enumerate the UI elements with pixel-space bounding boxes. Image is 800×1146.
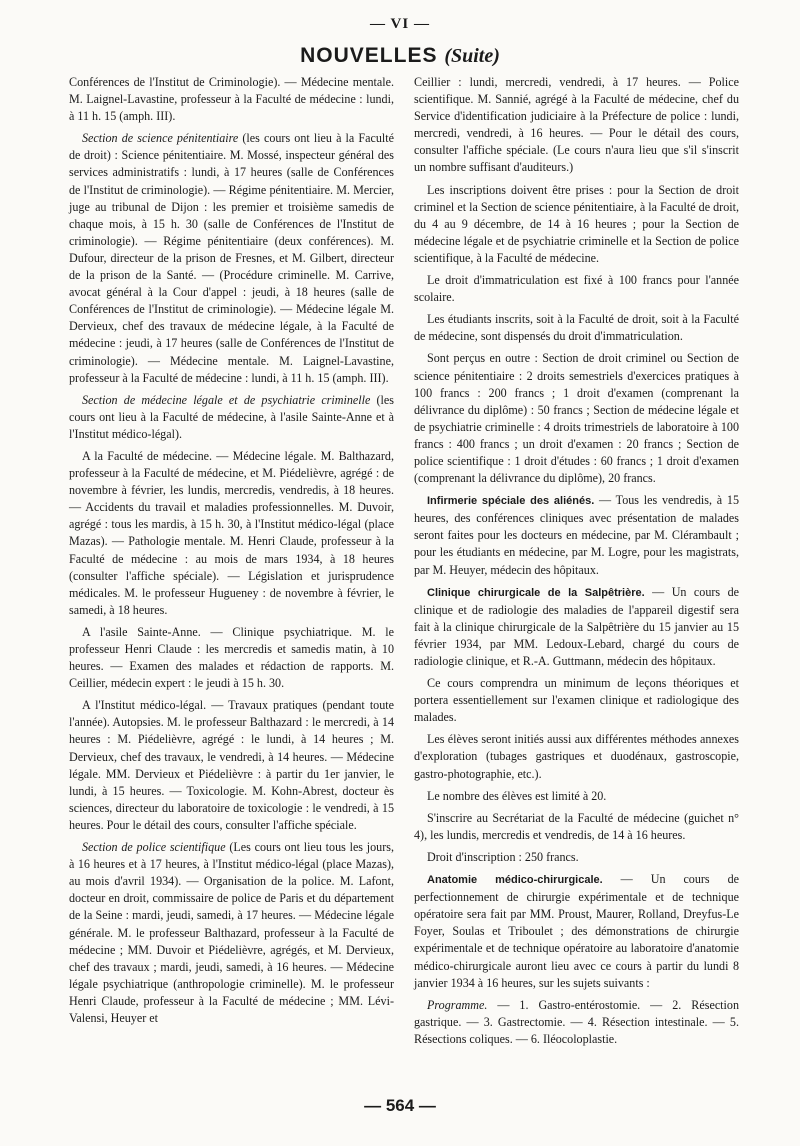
paragraph: A la Faculté de médecine. — Médecine légale. M. Balthazard, professeur à la Faculté de médecine, et M. Piédelièvre, agrégé : de novembre à février, les lundis, mercredis, vendredis, à 18 heures. — Accidents du travail et maladies professionnelles. M. Duvoir, agrégé : tous les mardis, à 15 h. 30, à l'Institut médico-légal (place Mazas). — Pathologie mentale. M. Henri Claude, professeur à la Faculté de médecine : au mois de mars 1934, à 18 heures (consulter l'affiche spéciale). — Législation et jurisprudence médicales. M. le professeur Hugueney : de novembre à février, le samedi, à 18 heures. — [69, 448, 394, 617]
paragraph-text: — Un cours de perfectionnement de chirurgie expérimentale et de technique opératoire sera fait par MM. Proust, Maurer, Rolland, Dreyfus-Le Foyer, Soulas et Triboulet ; des démonstrations de chirurgie expérimentale et de technique opératoire au laboratoire d'anatomie médico-chirurgicale auront lieu avec ce cours à partir du lundi 8 janvier 1934 à 16 heures, sur les sujets suivants : — [414, 872, 740, 990]
paragraph — [414, 871, 739, 992]
paragraph: Droit d'inscription : 250 francs. — [427, 849, 579, 864]
paragraph — [414, 492, 739, 578]
page-title — [0, 44, 800, 68]
paragraph-text: — 1. Gastro-entérostomie. — 2. Résection gastrique. — 3. Gastrectomie. — 4. Résection intestinale. — 5. Résections coliques. — 6. Iléocoloplastie. — [414, 997, 739, 1046]
paragraph-text: (les cours ont lieu à la Faculté de médecine, à l'asile Sainte-Anne et à l'Institut médico-légal). — [69, 392, 394, 441]
paragraph-text: — Un cours de clinique et de radiologie des maladies de l'appareil digestif sera fait à la clinique chirurgicale de la Salpêtrière du 15 janvier au 15 février 1934, par MM. Ledoux-Lebard, chargé du cours de radiologie clinique, et R.-A. Guttmann, médecin des hôpitaux. — [414, 584, 740, 668]
paragraph: S'inscrire au Secrétariat de la Faculté de médecine (guichet n° 4), les lundis, mercredis et vendredis, de 14 à 16 heures. — [414, 810, 739, 842]
paragraph — [69, 839, 394, 1027]
section-heading: Section de science pénitentiaire — [82, 131, 239, 146]
paragraph: Ceillier : lundi, mercredi, vendredi, à 17 heures. — Police scientifique. M. Sannié, agrégé à la Faculté de médecine, chef du Service d'identification judiciaire à la Préfecture de police : lundi, mercredi, vendredi, à 16 heures. — Pour le détail des cours, consulter l'affiche spéciale. (Le cours n'aura lieu que s'il s'inscrit un nombre suffisant d'auditeurs.) — [414, 75, 739, 175]
paragraph: Les élèves seront initiés aussi aux différentes méthodes annexes d'exploration (tubages gastriques et duodénaux, gastroscopie, gastro-photographie, etc.). — [414, 732, 739, 781]
paragraph — [414, 997, 739, 1048]
paragraph: Conférences de l'Institut de Criminologie). — Médecine mentale. M. Laignel-Lavastine, professeur à la Faculté de médecine : lundi, à 11 h. 15 (amph. III). — [69, 75, 394, 124]
paragraph — [414, 584, 739, 670]
paragraph — [69, 392, 394, 443]
left-column — [69, 74, 394, 1032]
paragraph-text: — Tous les vendredis, à 15 heures, des conférences cliniques avec présentation de malades seront faites pour les docteurs en médecine, par M. Clérambault ; pour les étudiants en médecine, par M. Logre, pour les magistrats, par M. Heuyer, médecin des hôpitaux. — [414, 493, 740, 577]
roman-page-number: — VI — — [370, 16, 430, 32]
paragraph-text: (les cours ont lieu à la Faculté de droit) : Science pénitentiaire. M. Mossé, inspecteur général des services administratifs : lundi, à 17 heures (salle de Conférences de l'Institut de criminologie). — Régime pénitentiaire. M. Mercier, juge au tribunal de Dijon : les premier et troisième samedis de chaque mois, à 15 h. 30 (salle de Conférences de l'Institut de criminologie). — Régime pénitentiaire (deux conférences). M. Dufour, directeur de la prison de Fresnes, et M. Gilbert, directeur de la prison de la Santé. — (Procédure criminelle. M. Carrive, avocat général à la Cour d'appel : jeudi, à 18 heures (salle de Conférences de l'Institut de criminologie). — Médecine légale M. Dervieux, chef des travaux de médecine légale, à la Faculté de médecine : jeudi, à 17 heures (salle de Conférences de l'Institut de criminologie). — Médecine mentale. M. Laignel-Lavastine, professeur à la Faculté de médecine : lundi, à 11 h. 15 (amph. III). — [69, 131, 394, 385]
section-heading: Programme. — [427, 997, 488, 1012]
section-heading: Anatomie médico-chirurgicale. — [427, 874, 603, 887]
paragraph: Les étudiants inscrits, soit à la Faculté de droit, soit à la Faculté de médecine, sont dispensés du droit d'immatriculation. — [414, 312, 739, 344]
title-suite: (Suite) — [444, 45, 500, 67]
paragraph: A l'Institut médico-légal. — Travaux pratiques (pendant toute l'année). Autopsies. M. le professeur Balthazard : le mercredi, à 14 heures : M. Piédelièvre, agrégé : le lundi, à 14 heures ; M. Dervieux, chef des travaux, le vendredi, à 14 heures. — Médecine légale. MM. Dervieux et Piédelièvre : à partir du 1er janvier, le lundi, à 15 heures. — Toxicologie. M. Kohn-Abrest, docteur ès sciences, directeur du laboratoire de toxicologie : le vendredi, à 15 heures. Pour le détail des cours, consulter l'affiche spéciale. — [69, 698, 394, 832]
section-heading: Infirmerie spéciale des aliénés. — [427, 495, 595, 508]
page-number: — 564 — — [364, 1096, 436, 1115]
right-column — [414, 74, 739, 1053]
paragraph — [69, 130, 394, 386]
section-heading: Section de police scientifique — [82, 840, 226, 855]
section-heading: Clinique chirurgicale de la Salpêtrière. — [427, 586, 645, 599]
paragraph: Le droit d'immatriculation est fixé à 100 francs pour l'année scolaire. — [414, 273, 739, 305]
paragraph: Les inscriptions doivent être prises : pour la Section de droit criminel et la Section de science pénitentiaire, à la Faculté de droit, du 4 au 9 décembre, de 14 à 16 heures ; pour la Section de médecine légale et de psychiatrie criminelle et la Section de police scientifique, à la Faculté de médecine. — [414, 182, 739, 265]
paragraph: Sont perçus en outre : Section de droit criminel ou Section de science pénitentiaire : 2 droits semestriels d'exercices pratiques à 100 francs : 200 francs ; 1 droit d'examen (comprenant la délivrance du diplôme) : 50 francs ; Section de médecine légale et de psychiatrie criminelle : 4 droits trimestriels de laboratoire à 100 francs : 400 francs ; un droit d'examen : 20 francs ; Section de police scientifique : 1 droit d'études : 60 francs ; 1 droit d'examen (comprenant la délivrance du diplôme), 20 francs. — [414, 351, 739, 486]
paragraph: Ce cours comprendra un minimum de leçons théoriques et portera essentiellement sur l'examen clinique et radiologique des malades. — [414, 676, 739, 725]
title-main: NOUVELLES — [300, 44, 438, 67]
paragraph: A l'asile Sainte-Anne. — Clinique psychiatrique. M. le professeur Henri Claude : les mercredis et samedis matin, à 10 heures. — Examen des malades et rédaction de rapports. M. Ceillier, médecin expert : le jeudi à 15 h. 30. — [69, 624, 394, 691]
section-heading: Section de médecine légale et de psychiatrie criminelle — [82, 392, 371, 407]
paragraph-text: (Les cours ont lieu tous les jours, à 16 heures et à 17 heures, à l'Institut médico-légal (place Mazas), au mois d'avril 1934). — Organisation de la police. M. Lafont, docteur en droit, commissaire de police de Paris et du département de la Seine : mardi, jeudi, samedi, à 17 heures. — Médecine légale générale. M. le professeur Balthazard, professeur à la Faculté de médecine ; MM. Duvoir et Piédelièvre, agrégés, et M. Dervieux, chef des travaux ; mardi, jeudi, samedi, à 16 heures. — Médecine légale psychiatrique (anthropologie criminelle). M. le professeur Henri Claude, professeur à la Faculté de médecine ; MM. Lévi-Valensi, Heuyer et — [69, 840, 394, 1025]
paragraph: Le nombre des élèves est limité à 20. — [427, 788, 607, 803]
